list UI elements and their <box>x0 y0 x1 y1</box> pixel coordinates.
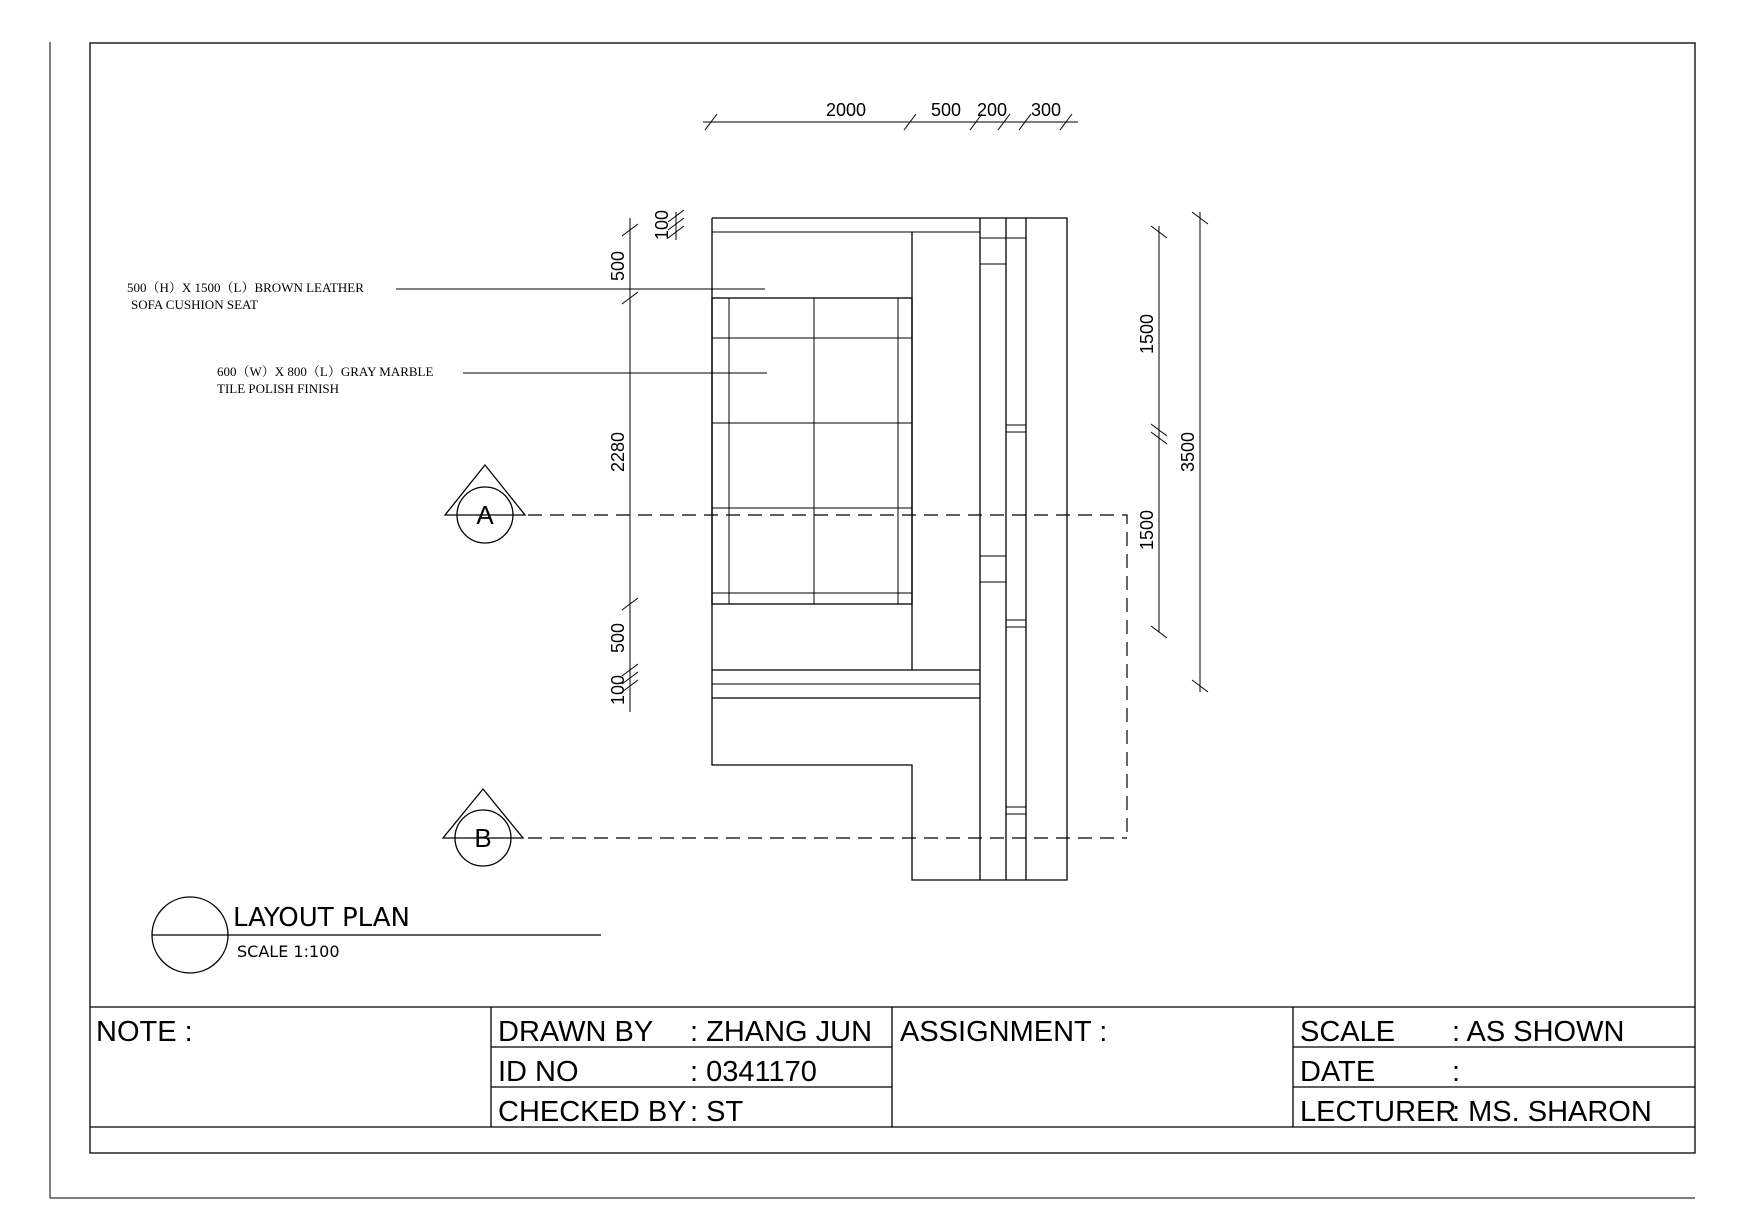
drawing-border <box>90 43 1695 1153</box>
lecturer-value: : MS. SHARON <box>1452 1096 1652 1128</box>
marble-tile-grid <box>712 298 912 604</box>
dim-label-left-100-top: 100 <box>652 209 672 241</box>
dim-label-top-500: 500 <box>930 100 962 120</box>
dim-label-left-100-bottom: 100 <box>608 674 628 706</box>
top-dimension-chain <box>703 100 1078 130</box>
marble-annotation-line1: 600（W）X 800（L）GRAY MARBLE <box>217 364 434 379</box>
checked-by-value: : ST <box>690 1096 744 1128</box>
lecturer-label: LECTURER <box>1300 1096 1457 1128</box>
dim-label-left-2280: 2280 <box>608 431 628 473</box>
plan-outline <box>712 218 1067 880</box>
dim-label-left-500-top: 500 <box>608 250 628 282</box>
dim-label-right-3500: 3500 <box>1178 431 1198 473</box>
date-label: DATE <box>1300 1056 1376 1088</box>
drawn-by-value: : ZHANG JUN <box>690 1016 873 1048</box>
note-label: NOTE : <box>96 1016 193 1048</box>
section-marker-a <box>445 465 525 543</box>
right-dimension-chains <box>1137 212 1208 692</box>
dim-label-top-200: 200 <box>976 100 1008 120</box>
tile-grid-outer <box>712 298 912 604</box>
drawing-title-text: LAYOUT PLAN <box>233 903 410 933</box>
id-no-label: ID NO <box>498 1056 579 1088</box>
marble-annotation <box>217 364 767 396</box>
drawing-scale-text: SCALE 1:100 <box>237 942 340 961</box>
scale-label: SCALE <box>1300 1016 1396 1048</box>
marker-b-label: B <box>474 823 492 853</box>
dim-label-top-2000: 2000 <box>825 100 867 120</box>
title-block <box>90 1007 1695 1128</box>
assignment-label: ASSIGNMENT : <box>900 1016 1108 1048</box>
dim-label-right-1500-bottom: 1500 <box>1137 509 1157 551</box>
marble-annotation-line2: TILE POLISH FINISH <box>217 381 340 396</box>
drawn-by-label: DRAWN BY <box>498 1016 654 1048</box>
layout-plan-drawing <box>712 218 1067 880</box>
drawing-title <box>152 897 601 973</box>
marker-a-label: A <box>476 500 494 530</box>
date-value: : <box>1452 1056 1461 1088</box>
checked-by-label: CHECKED BY <box>498 1096 687 1128</box>
id-no-value: : 0341170 <box>690 1056 817 1088</box>
dim-label-left-500-bottom: 500 <box>608 622 628 654</box>
section-marker-b <box>443 789 523 866</box>
left-dimension-chain <box>608 210 684 712</box>
sofa-annotation-line1: 500（H）X 1500（L）BROWN LEATHER <box>127 280 364 295</box>
sofa-annotation <box>127 280 765 312</box>
scale-value: : AS SHOWN <box>1452 1016 1625 1048</box>
sofa-annotation-line2: SOFA CUSHION SEAT <box>131 297 258 312</box>
dim-label-right-1500-top: 1500 <box>1137 313 1157 355</box>
dim-label-top-300: 300 <box>1030 100 1062 120</box>
